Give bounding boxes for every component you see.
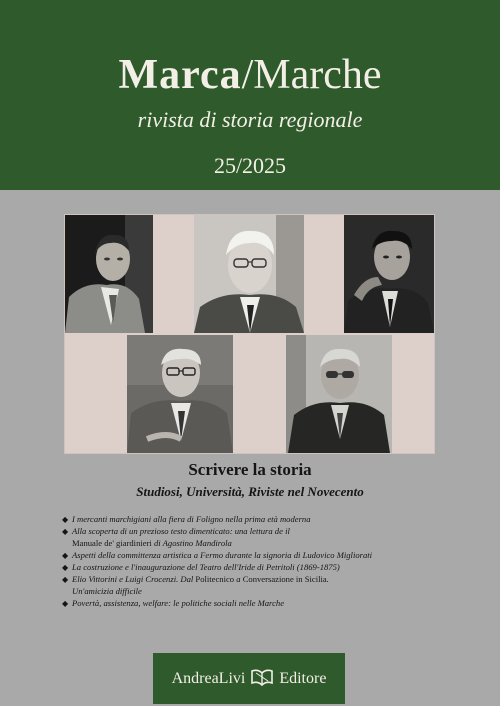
toc-item: ◆ Povertà, assistenza, welfare: le politiche sociali nelle Marche [62, 598, 285, 608]
portrait-photo [286, 335, 392, 453]
cover-header [0, 0, 500, 190]
diamond-bullet-icon: ◆ [62, 515, 69, 524]
toc-item: ◆ Alla scoperta di un prezioso testo dimenticato: una lettura de il [62, 526, 290, 536]
toc-item: ◆ La costruzione e l'inaugurazione del Teatro dell'Iride di Petritoli (1869-1875) [62, 562, 340, 572]
brand-marche: Marche [253, 52, 382, 98]
cover-title: Scrivere la storia [188, 460, 312, 479]
diamond-bullet-icon: ◆ [62, 563, 69, 572]
portrait-photo [344, 215, 434, 333]
portrait-photo [127, 335, 233, 453]
portrait-photo [65, 215, 153, 333]
journal-brand [0, 50, 500, 100]
toc-item: ◆ Elio Vittorini e Luigi Crocenzi. Dal Politecnico a Conversazione in Sicilia. [62, 574, 329, 584]
publisher-name: AndreaLivi Editore [153, 667, 345, 690]
brand-separator: / [241, 52, 254, 98]
toc-item-continuation: Un'amicizia difficile [72, 586, 142, 596]
diamond-bullet-icon: ◆ [62, 527, 69, 536]
open-book-logo-icon [250, 667, 274, 687]
table-of-contents [62, 514, 482, 610]
diamond-bullet-icon: ◆ [62, 599, 69, 608]
journal-subtitle: rivista di storia regionale [137, 107, 363, 132]
toc-item: ◆ Aspetti della committenza artistica a Fermo durante la signoria di Ludovico Migliorati [62, 550, 373, 560]
portrait-photo [194, 215, 304, 333]
portrait-collage [64, 214, 435, 454]
diamond-bullet-icon: ◆ [62, 575, 69, 584]
brand-marca: Marca [118, 52, 242, 98]
diamond-bullet-icon: ◆ [62, 551, 69, 560]
cover-subtitle: Studiosi, Università, Riviste nel Novecento [136, 484, 364, 499]
toc-item: ◆ I mercanti marchigiani alla fiera di Foligno nella prima età moderna [62, 514, 311, 524]
publisher-box [153, 653, 345, 704]
toc-item-continuation: Manuale de' giardinieri di Agostino Mandirola [72, 538, 232, 548]
issue-number: 25/2025 [213, 153, 287, 178]
